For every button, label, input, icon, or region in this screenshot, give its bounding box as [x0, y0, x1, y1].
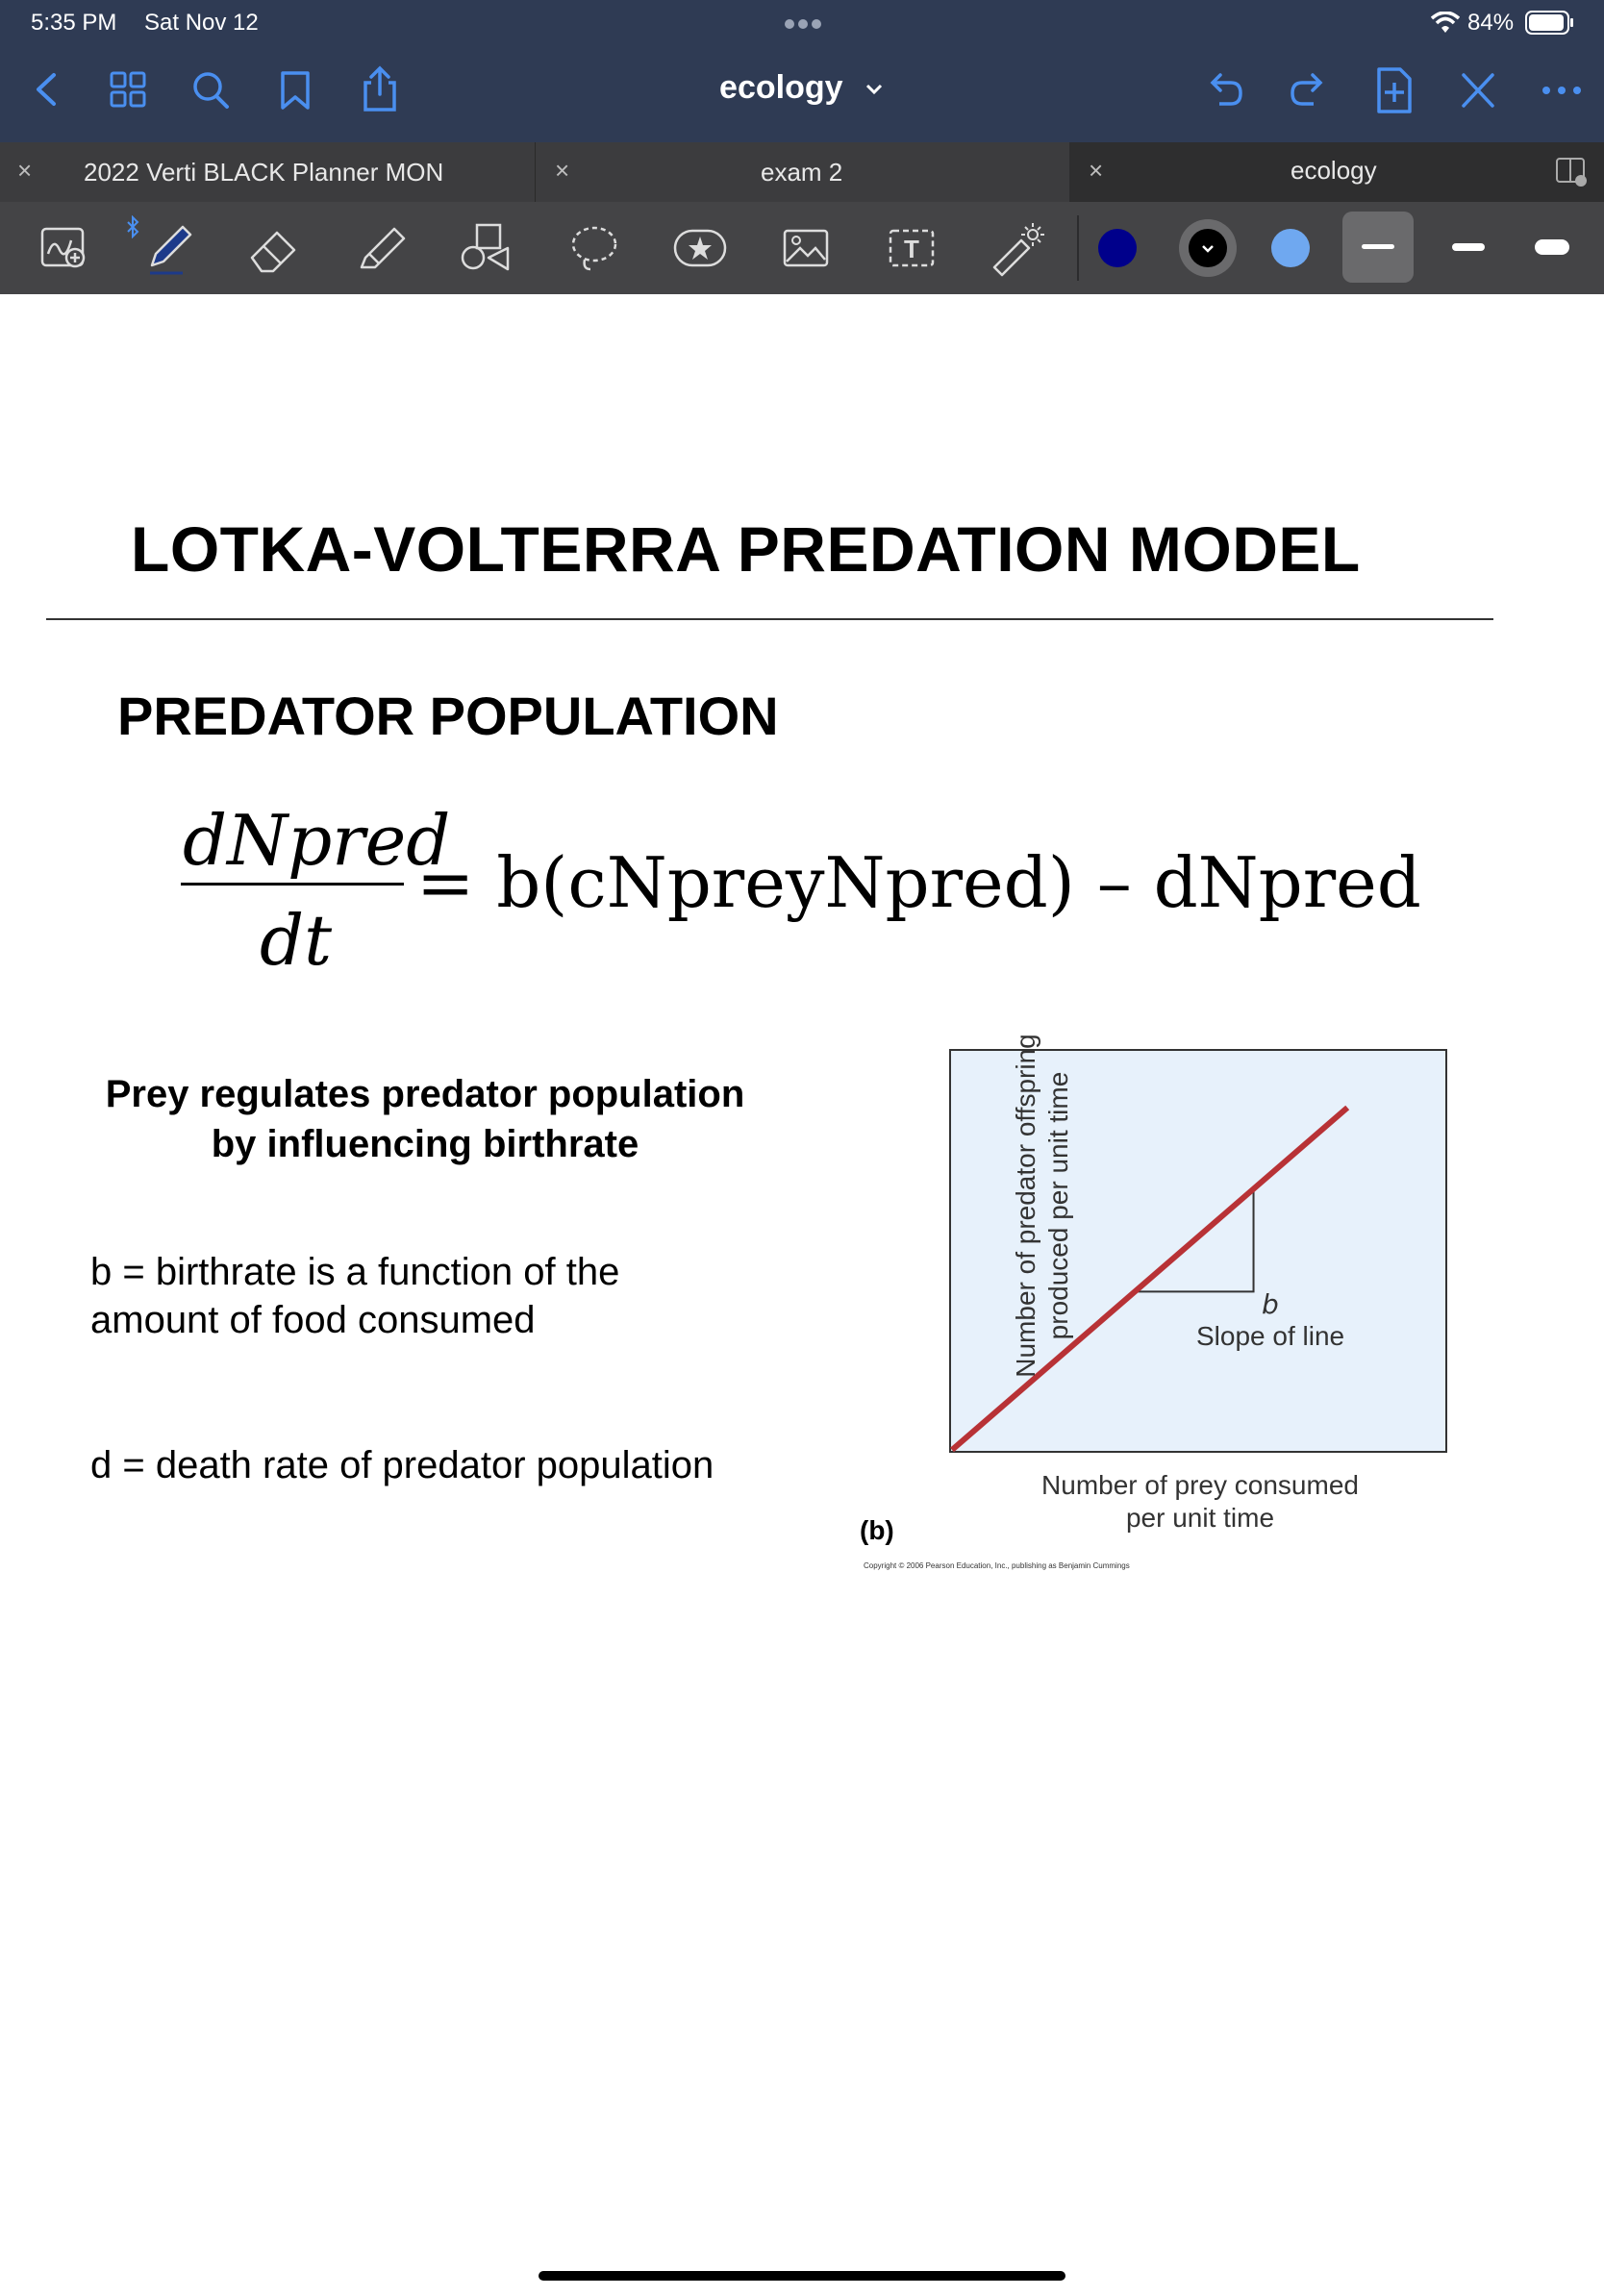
y-axis-label-line1: Number of predator offspring: [1011, 1034, 1040, 1378]
y-axis-label-line2: produced per unit time: [1043, 1071, 1073, 1340]
prey-heading: [77, 1069, 773, 1169]
text-tool-glyph: T: [904, 235, 919, 263]
undo-icon[interactable]: [1200, 63, 1248, 115]
laser-pointer-icon[interactable]: [989, 219, 1046, 277]
prey-heading-line1: Prey regulates predator population: [105, 1073, 745, 1115]
equation-numerator: dNpred: [183, 800, 451, 881]
deathrate-definition: d = death rate of predator population: [90, 1444, 714, 1486]
birthrate-line1: b = birthrate is a function of the: [90, 1251, 620, 1293]
fraction-bar: [181, 883, 404, 886]
lasso-icon[interactable]: [565, 219, 623, 277]
x-axis-label-line1: Number of prey consumed: [1041, 1470, 1359, 1500]
redo-icon[interactable]: [1285, 63, 1333, 115]
tab-close-icon[interactable]: ×: [1089, 156, 1104, 185]
elements-icon[interactable]: [671, 219, 729, 277]
battery-icon: [1525, 10, 1575, 41]
tab-exam-2[interactable]: [535, 142, 1070, 202]
chevron-down-icon: [864, 83, 885, 96]
close-editor-icon[interactable]: [1454, 63, 1502, 115]
read-only-icon[interactable]: [37, 219, 94, 277]
tab-close-icon[interactable]: ×: [555, 156, 570, 185]
image-icon[interactable]: [777, 219, 835, 277]
battery-percent: 84%: [1467, 10, 1515, 36]
text-icon[interactable]: [883, 219, 940, 277]
document-title: ecology: [719, 69, 843, 106]
slope-symbol: b: [1262, 1288, 1279, 1320]
eraser-icon[interactable]: [244, 219, 302, 277]
highlighter-icon[interactable]: [352, 219, 410, 277]
color-swatch-light-blue[interactable]: [1271, 229, 1310, 267]
stroke-width-medium[interactable]: [1442, 212, 1514, 283]
equation-denominator: dt: [260, 900, 333, 981]
status-time: 5:35 PM: [31, 10, 117, 36]
copyright-note: Copyright © 2006 Pearson Education, Inc., publishing as Benjamin Cummings: [864, 1561, 1130, 1570]
color-swatch-navy[interactable]: [1098, 229, 1137, 267]
prey-heading-line2: by influencing birthrate: [211, 1123, 639, 1165]
status-date: Sat Nov 12: [144, 10, 259, 36]
title-divider: [46, 618, 1493, 620]
bluetooth-icon: [125, 215, 140, 243]
equation-rhs: = b(cNpreyNpred) – dNpred: [416, 842, 1421, 923]
x-axis-label-line2: per unit time: [1125, 1503, 1275, 1533]
tab-ecology[interactable]: [1069, 142, 1604, 202]
page-title: LOTKA-VOLTERRA PREDATION MODEL: [131, 513, 1361, 585]
y-axis-label: [1010, 956, 1075, 1456]
birthrate-line2: amount of food consumed: [90, 1299, 536, 1341]
tab-bar: [0, 142, 1604, 202]
pen-icon[interactable]: [140, 219, 198, 277]
tab-label: exam 2: [761, 158, 843, 187]
birthrate-definition: [90, 1248, 619, 1344]
tab-label: 2022 Verti BLACK Planner MON: [84, 158, 444, 187]
stroke-width-thick[interactable]: [1529, 212, 1600, 283]
split-view-icon[interactable]: [1554, 154, 1589, 195]
add-page-icon[interactable]: [1369, 63, 1417, 115]
document-title-menu[interactable]: [0, 69, 1604, 107]
tab-planner[interactable]: [0, 142, 535, 202]
shapes-icon[interactable]: [458, 219, 515, 277]
multitask-dots[interactable]: [784, 17, 822, 36]
slope-annotation: Slope of line: [1196, 1321, 1345, 1351]
app-header: [0, 0, 1604, 142]
more-icon[interactable]: [1539, 63, 1587, 115]
home-indicator[interactable]: [539, 2271, 1065, 2281]
x-axis-label: [1004, 1469, 1396, 1535]
tab-label: ecology: [1291, 156, 1377, 185]
toolbar-divider: [1077, 215, 1079, 281]
panel-label: (b): [860, 1515, 894, 1545]
tab-close-icon[interactable]: ×: [17, 156, 33, 185]
chevron-down-icon: [1200, 243, 1216, 255]
color-swatch-black-selected[interactable]: [1179, 219, 1237, 277]
section-heading: PREDATOR POPULATION: [117, 686, 779, 746]
stroke-width-thin-selected[interactable]: [1342, 212, 1414, 283]
annotation-toolbar: [0, 202, 1604, 294]
wifi-icon: [1431, 12, 1460, 39]
